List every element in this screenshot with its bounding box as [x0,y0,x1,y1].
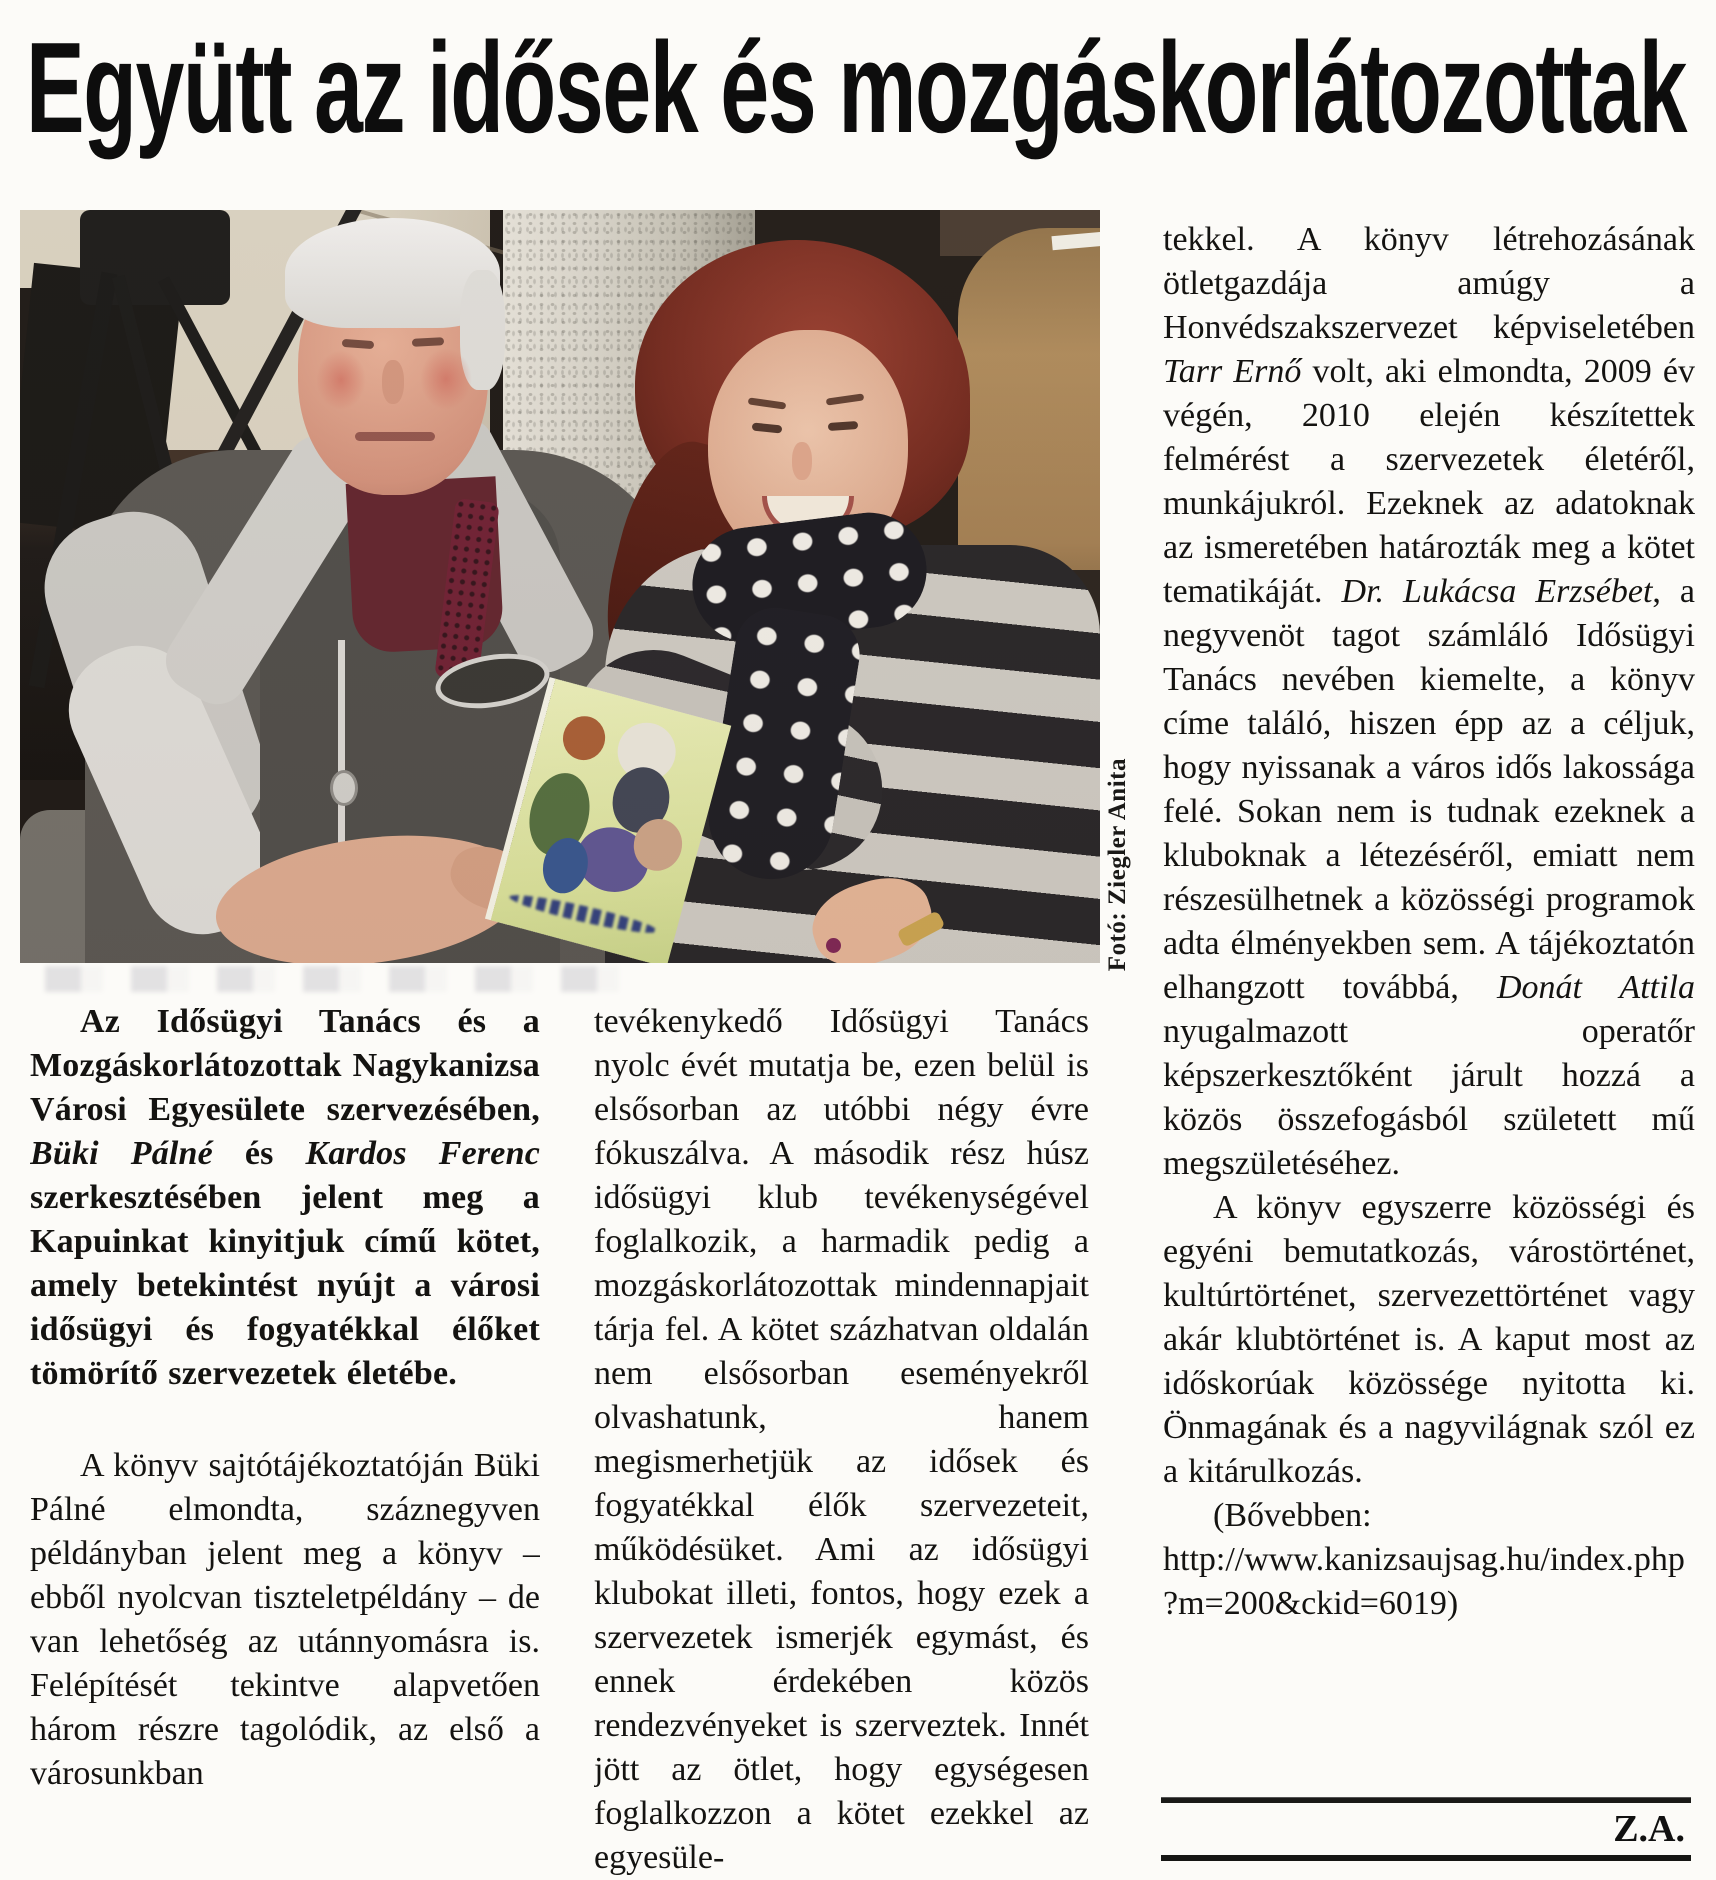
signature-block [1161,1797,1691,1861]
photo-scan-tint [20,210,1100,963]
article-photo [20,210,1100,963]
photo-credit-text: Fotó: Ziegler Anita [1104,758,1131,972]
body-paragraph: tevékenykedő Idősügyi Tanács nyolc évét mutatja be, ezen belül is elsősorban az utóbbi négy évre fókuszálva. A második rész húsz idősügyi klub tevékenységével foglalkozik, a harmadik pedig a mozgáskorlátozottak mindennapjait tárja fel. A kötet százhatvan oldalán nem elsősorban eseményekről olvashatunk, hanem megismerhetjük az idősek és fogyatékkal élők szervezeteit, működésüket. Ami az idősügyi klubokat illeti, fontos, hogy ezek a szervezetek ismerjék egymást, és ennek érdekében közös rendezvényeket is szerveztek. Innét jött az ötlet, hogy egységesen foglalkozzon a kötet ezekkel az egyesüle- [594,1003,1089,1876]
print-bleed-through-artifact [45,966,645,992]
divider-bottom [1161,1855,1691,1861]
article-column-1 [30,1000,540,1880]
body-paragraph: A könyv egyszerre közösségi és egyéni bemutatkozás, várostörténet, kultúrtörténet, szervezettörténet vagy akár klubtörténet is. A kaput most az időskorúak közössége nyitotta ki. Önmagának és a nagyvilágnak szól ez a kitárulkozás. [1163,1189,1695,1490]
body-paragraph: A könyv sajtótájékoztatóján Büki Pálné elmondta, száznegyven példányban jelent meg a könyv – ebből nyolcvan tiszteletpéldány – de van lehetőség az utánnyomásra is. Felépítését tekintve alapvetően három részre tagolódik, az első a városunkban [30,1447,540,1792]
body-paragraph: tekkel. A könyv létrehozásának ötletgazdája amúgy a Honvédszakszervezet képviseletében Tarr Ernő volt, aki elmondta, 2009 év végén, 2010 elején készítettek felmérést a szervezetek életéről, munkájukról. Ezeknek az adatoknak az ismeretében határozták meg a kötet tematikáját. Dr. Lukácsa Erzsébet, a negyvenöt tagot számláló Idősügyi Tanács nevében kiemelte, a könyv címe találó, hiszen épp az a céljuk, hogy nyissanak a város idős lakossága felé. Sokan nem is tudnak ezeknek a kluboknak a létezéséről, emiatt nem részesülhetnek a közösségi programok adta élményekben sem. A tájékoztatón elhangzott továbbá, Donát Attila nyugalmazott operatőr képszerkesztőként járult hozzá a közös összefogásból született mű megszületéséhez. [1163,221,1695,1182]
article-headline-text: Együtt az idősek és mozgáskorlátozottak [26,16,1687,160]
article-column-3 [1163,218,1695,1796]
lead-paragraph: Az Idősügyi Tanács és a Mozgáskorlátozottak Nagykanizsa Városi Egyesülete szervezésében, Büki Pálné és Kardos Ferenc szerkesztésében jelent meg a Kapuinkat kinyitjuk című kötet, amely betekintést nyújt a városi idősügyi és fogyatékkal élőket tömörítő szervezetek életébe. [30,1003,540,1392]
author-initials: Z.A. [1613,1808,1685,1850]
more-info-line: (Bővebben: http://www.kanizsaujsag.hu/index.php?m=200&ckid=6019) [1163,1497,1685,1622]
photo-credit [1098,742,1138,988]
article-headline [26,18,1690,160]
article-column-2 [594,1000,1089,1880]
